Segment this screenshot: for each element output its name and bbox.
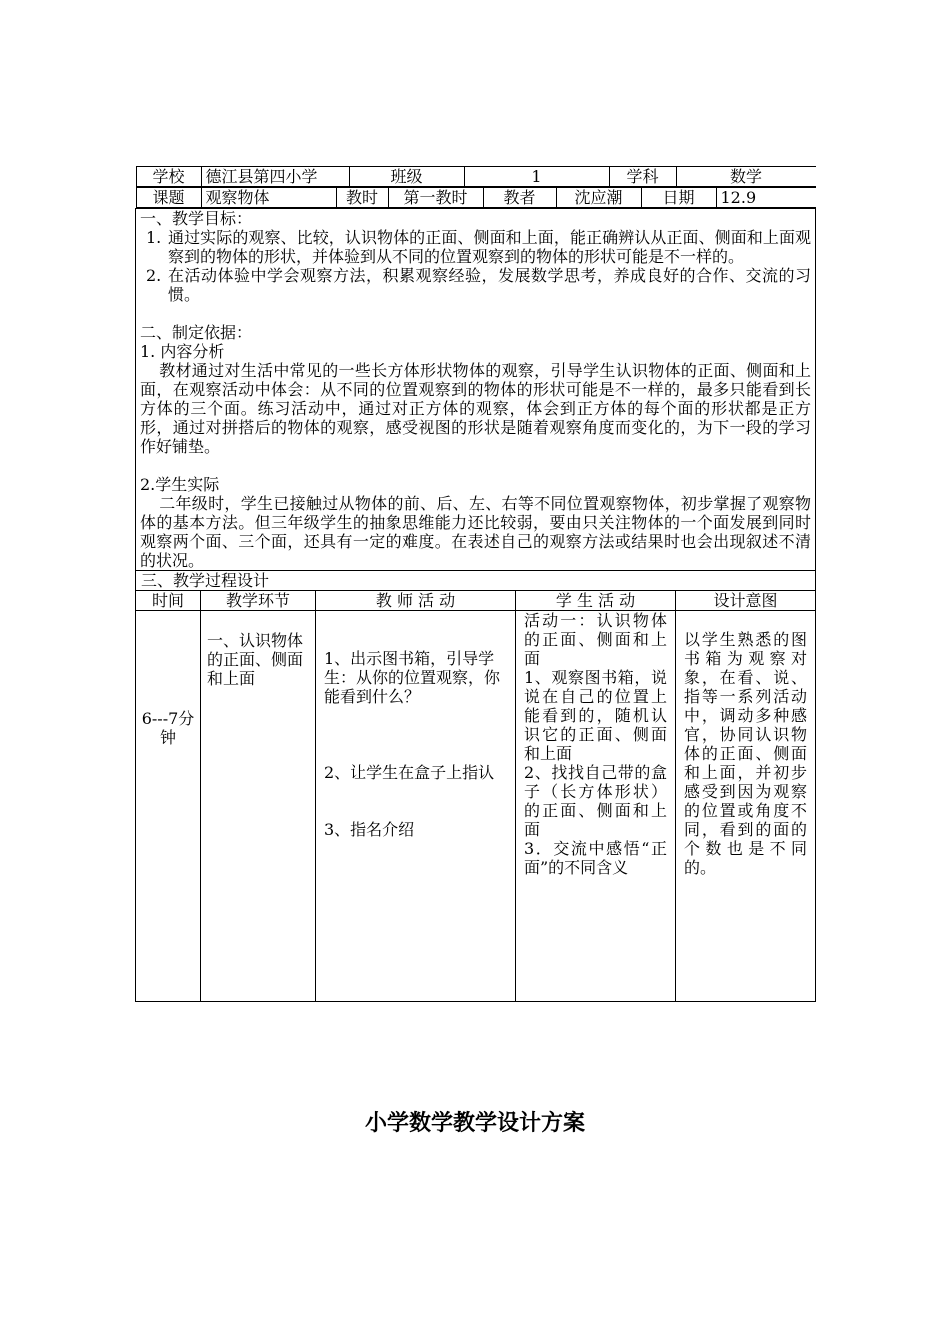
goal-item: 1. 通过实际的观察、比较，认识物体的正面、侧面和上面，能正确辨认从正面、侧面和上面观察到的物体的形状，并体验到从不同的位置观察到的物体的形状可能是不一样的。	[146, 228, 812, 266]
goal-item: 2. 在活动体验中学会观察方法，积累观察经验，发展数学思考，养成良好的合作、交流的习惯。	[146, 266, 812, 304]
process-heading: 三、教学过程设计	[136, 571, 816, 591]
student-situation-text: 二年级时，学生已接触过从物体的前、后、左、右等不同位置观察物体，初步掌握了观察物体的基本方法。但三年级学生的抽象思维能力还比较弱，要由只关注物体的一个面发展到同时观察两个面、三个面，还具有一定的难度。在表述自己的观察方法或结果时也会出现叙述不清的状况。	[140, 494, 812, 570]
process-heading-row	[136, 571, 816, 591]
teacher-label: 教者	[483, 188, 556, 208]
date-label: 日期	[641, 188, 716, 208]
teacher-value: 沈应潮	[556, 188, 641, 208]
class-label: 班级	[349, 167, 464, 187]
goals-basis-section	[136, 209, 816, 571]
lesson-plan-document	[135, 166, 815, 1002]
class-value: 1	[464, 167, 609, 187]
period-value: 第一教时	[388, 188, 483, 208]
process-row	[136, 611, 816, 1002]
teacher-step: 3、指名介绍	[324, 820, 415, 839]
date-value: 12.9	[716, 188, 816, 208]
school-value: 德江县第四小学	[201, 167, 349, 187]
basis-heading: 二、制定依据：	[140, 323, 253, 342]
student-step: 2、找找自己带的盒子（长方体形状）的正面、侧面和上面	[524, 763, 667, 839]
subject-value: 数学	[676, 167, 816, 187]
col-header-intent: 设计意图	[676, 591, 816, 611]
student-situation-title: 2.学生实际	[140, 475, 220, 494]
col-header-teacher: 教 师 活 动	[316, 591, 516, 611]
goals-list	[140, 228, 811, 304]
stage-value: 一、认识物体的正面、侧面和上面	[207, 631, 304, 688]
time-cell	[136, 611, 201, 1002]
student-activity-cell	[516, 611, 676, 1002]
school-label: 学校	[136, 167, 201, 187]
header-row-2	[136, 187, 816, 209]
document-title: 小学数学教学设计方案	[364, 1111, 585, 1136]
header-row-1	[136, 166, 816, 187]
student-step: 3．交流中感悟“正面”的不同含义	[524, 839, 667, 877]
col-header-student: 学 生 活 动	[516, 591, 676, 611]
teacher-step: 1、出示图书箱，引导学生：从你的位置观察，你能看到什么？	[324, 649, 501, 706]
student-step: 活动一：认识物体的正面、侧面和上面	[524, 611, 667, 668]
teacher-activity-cell	[316, 611, 516, 1002]
period-label: 教时	[336, 188, 388, 208]
time-value: 6---7分钟	[141, 709, 195, 747]
process-column-headers	[136, 591, 816, 611]
content-analysis-text: 教材通过对生活中常见的一些长方体形状物体的观察，引导学生认识物体的正面、侧面和上面，在观察活动中体会：从不同的位置观察到的物体的形状可能是不一样的，最多只能看到长方体的三个面。练习活动中，通过对正方体的观察，体会到正方体的每个面的形状都是正方形，通过对拼搭后的物体的观察，感受视图的形状是随着观察角度而变化的，为下一段的学习作好铺垫。	[140, 361, 812, 456]
subject-label: 学科	[609, 167, 676, 187]
stage-cell	[201, 611, 316, 1002]
goals-heading: 一、教学目标：	[140, 209, 253, 228]
student-step: 1、观察图书箱，说说在自己的位置上能看到的，随机认识它的正面、侧面和上面	[524, 668, 667, 763]
col-header-time: 时间	[136, 591, 201, 611]
teacher-step: 2、让学生在盒子上指认	[324, 763, 495, 782]
col-header-stage: 教学环节	[201, 591, 316, 611]
design-intent: 以学生熟悉的图书箱为观察对象，在看、说、指等一系列活动中，调动多种感官，协同认识物体的正面、侧面和上面，并初步感受到因为观察的位置或角度不同，看到的面的个数也是不同的。	[684, 630, 808, 877]
content-analysis-title: 1. 内容分析	[140, 342, 225, 361]
lesson-plan-table	[135, 166, 816, 1002]
topic-value: 观察物体	[201, 188, 336, 208]
design-intent-cell	[676, 611, 816, 1002]
topic-label: 课题	[136, 188, 201, 208]
